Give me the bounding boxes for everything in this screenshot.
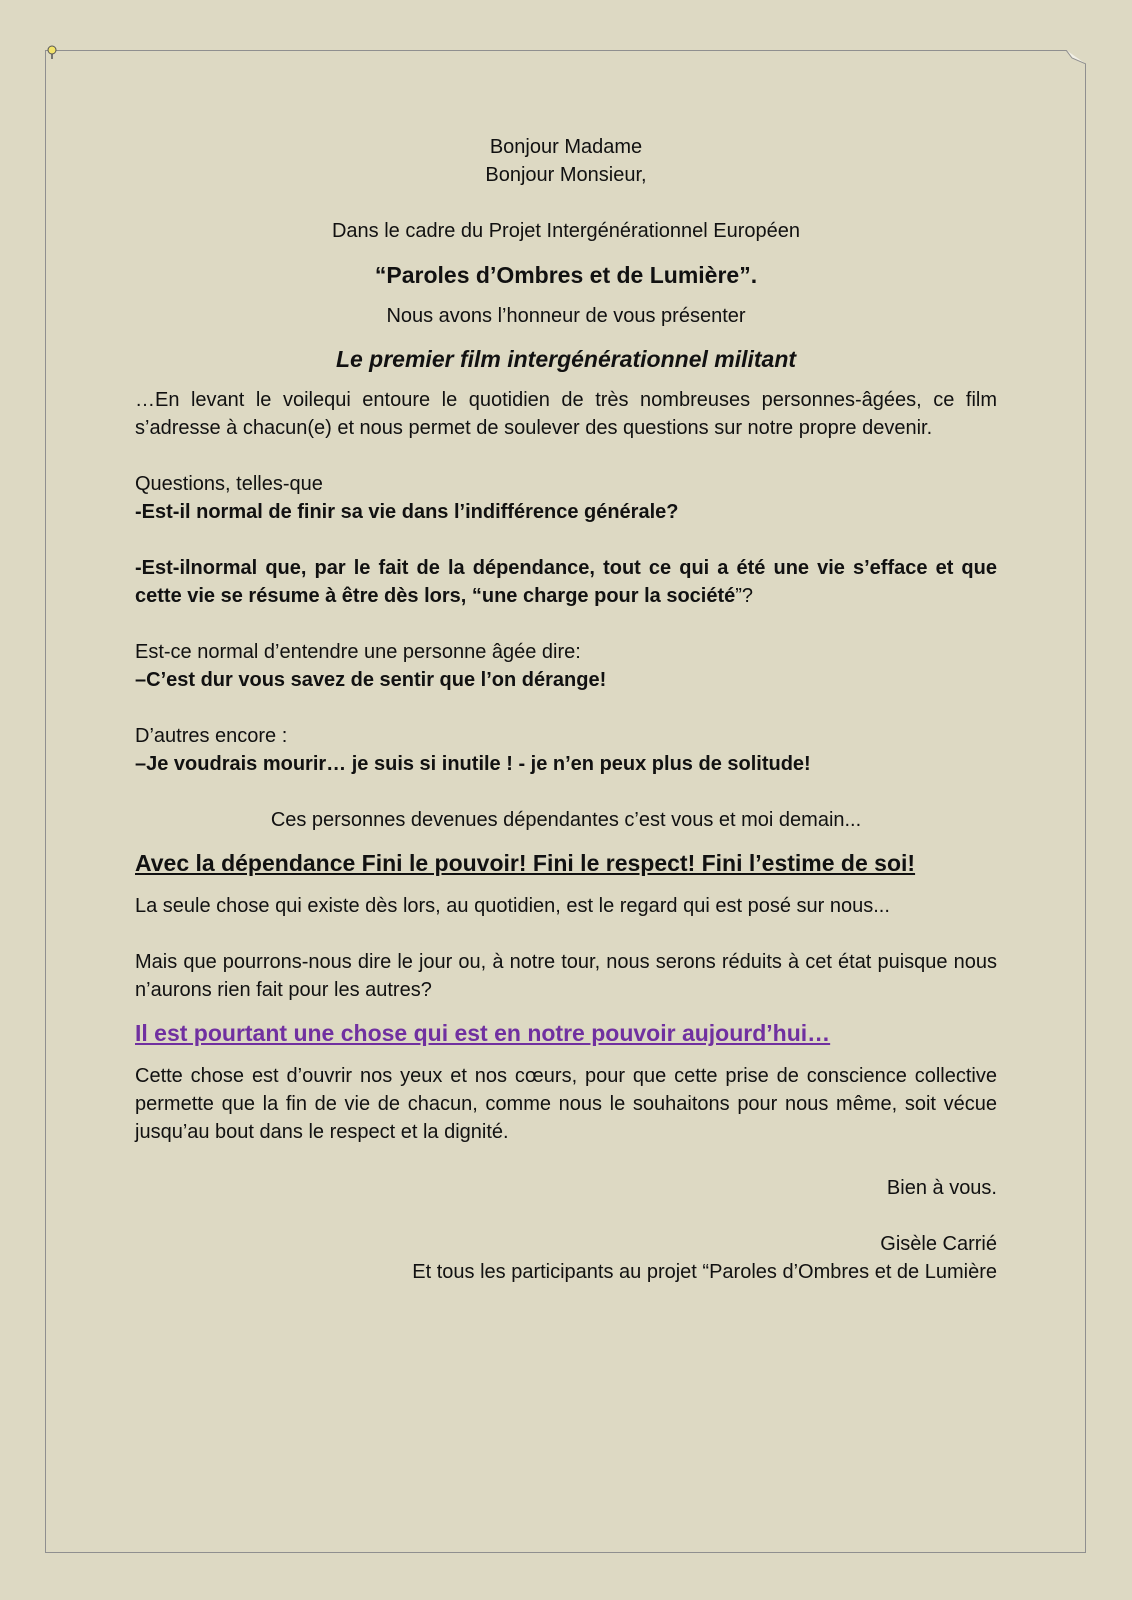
dependance-headline: Avec la dépendance Fini le pouvoir! Fini le respect! Fini l’estime de soi! bbox=[135, 850, 916, 876]
others-intro: D’autres encore : bbox=[135, 725, 288, 747]
film-title: Le premier film intergénérationnel militant bbox=[335, 346, 797, 372]
intro-line: Dans le cadre du Projet Intergénérationnel Européen bbox=[331, 220, 801, 242]
letter-body bbox=[135, 133, 997, 1286]
pushpin-icon bbox=[46, 44, 58, 60]
honor-line: Nous avons l’honneur de vous présenter bbox=[386, 305, 746, 327]
question-dependance-tail: ”? bbox=[735, 585, 754, 607]
tomorrow-line: Ces personnes devenues dépendantes c’est vous et moi demain... bbox=[270, 809, 862, 831]
closing-line: Bien à vous. bbox=[886, 1177, 997, 1199]
question-dependance-bold: -Est-ilnormal que, par le fait de la dépendance, tout ce qui a été une vie s’efface et que cette vie se résume à être dès lors, “une charge pour la société bbox=[135, 557, 997, 607]
quote-solitude: –Je voudrais mourir… je suis si inutile ! - je n’en peux plus de solitude! bbox=[135, 753, 811, 775]
paragraph-pourrons: Mais que pourrons-nous dire le jour ou, à notre tour, nous serons réduits à cet état puisque nous n’aurons rien fait pour les autres? bbox=[135, 951, 997, 1001]
quote-intro: Est-ce normal d’entendre une personne âgée dire: bbox=[135, 641, 581, 663]
questions-intro: Questions, telles-que bbox=[135, 473, 323, 495]
greeting-madame: Bonjour Madame bbox=[489, 136, 643, 158]
quote-derange: –C’est dur vous savez de sentir que l’on dérange! bbox=[135, 669, 607, 691]
greeting-monsieur: Bonjour Monsieur, bbox=[485, 164, 647, 186]
question-indifference: -Est-il normal de finir sa vie dans l’indifférence générale? bbox=[135, 501, 679, 523]
paragraph-regard: La seule chose qui existe dès lors, au quotidien, est le regard qui est posé sur nous... bbox=[135, 895, 890, 917]
pouvoir-headline: Il est pourtant une chose qui est en notre pouvoir aujourd’hui… bbox=[135, 1020, 831, 1046]
paragraph-veil: …En levant le voilequi entoure le quotidien de très nombreuses personnes-âgées, ce film s’adresse à chacun(e) et nous permet de soulever des questions sur notre propre devenir. bbox=[135, 389, 997, 439]
signature-participants: Et tous les participants au projet “Paroles d’Ombres et de Lumière bbox=[412, 1261, 997, 1283]
signature-name: Gisèle Carrié bbox=[880, 1233, 997, 1255]
project-title: “Paroles d’Ombres et de Lumière”. bbox=[374, 262, 758, 288]
paragraph-conscience: Cette chose est d’ouvrir nos yeux et nos cœurs, pour que cette prise de conscience collective permette que la fin de vie de chacun, comme nous le souhaitons pour nous même, soit vécue jusqu’au bout dans le respect et la dignité. bbox=[135, 1065, 997, 1143]
page-corner-fold bbox=[1066, 50, 1086, 64]
question-dependance bbox=[135, 554, 997, 610]
